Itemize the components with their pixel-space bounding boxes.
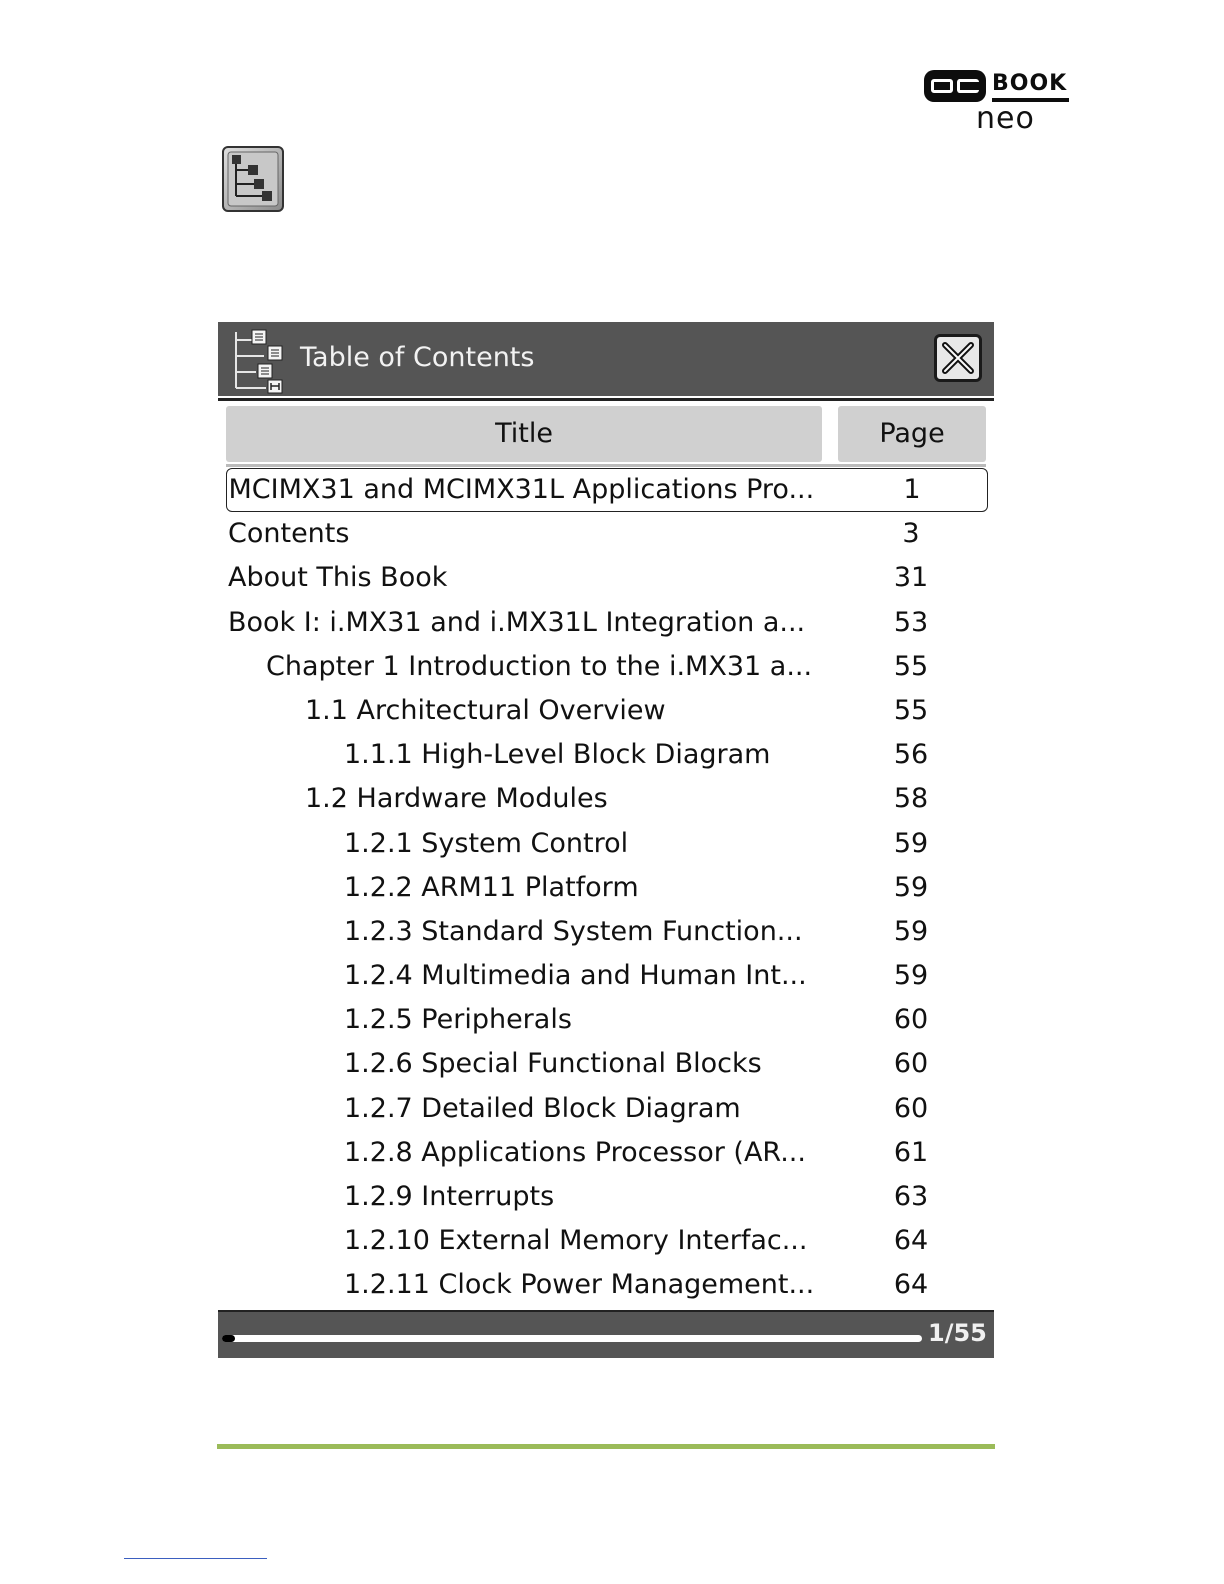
page-indicator: 1/55 — [928, 1319, 987, 1347]
close-icon — [940, 340, 976, 376]
toc-row[interactable] — [226, 468, 988, 512]
column-header-page[interactable]: Page — [838, 406, 986, 462]
toc-row-title: 1.1.1 High-Level Block Diagram — [344, 739, 771, 771]
toc-row-page: 59 — [893, 827, 929, 859]
toc-dialog — [218, 322, 994, 1358]
toc-row[interactable] — [226, 512, 988, 556]
toc-row[interactable] — [226, 1087, 988, 1131]
toc-row-title: 1.2.1 System Control — [344, 827, 629, 859]
statusbar-divider — [218, 1310, 994, 1312]
toc-row-page: 3 — [902, 518, 920, 550]
toc-row-page: 59 — [893, 871, 929, 903]
toc-row-page: 61 — [893, 1136, 929, 1168]
titlebar-divider — [218, 398, 994, 401]
toc-row-title: 1.2.3 Standard System Function... — [344, 915, 803, 947]
toc-row[interactable] — [226, 866, 988, 910]
toc-row[interactable] — [226, 777, 988, 821]
toc-row[interactable] — [226, 822, 988, 866]
table-of-contents-icon — [222, 146, 284, 212]
toc-row-page: 60 — [893, 1092, 929, 1124]
toc-row-page: 55 — [893, 694, 929, 726]
toc-row-title: MCIMX31 and MCIMX31L Applications Pro... — [228, 473, 815, 505]
toc-row[interactable] — [226, 556, 988, 600]
toc-row[interactable] — [226, 689, 988, 733]
footer-rule — [217, 1444, 995, 1449]
toc-row-title: Chapter 1 Introduction to the i.MX31 a... — [266, 650, 813, 682]
toc-row-title: 1.2.7 Detailed Block Diagram — [344, 1092, 741, 1124]
toc-row[interactable] — [226, 910, 988, 954]
toc-row-page: 1 — [903, 473, 921, 505]
bebook-neo-logo — [924, 68, 1096, 138]
dialog-title: Table of Contents — [300, 342, 535, 373]
toc-row-title: About This Book — [228, 562, 448, 594]
toc-row-page: 55 — [893, 650, 929, 682]
toc-row[interactable] — [226, 733, 988, 777]
be-logo-mark — [924, 70, 986, 102]
toc-row-title: Book I: i.MX31 and i.MX31L Integration a... — [228, 606, 806, 638]
toc-row-page: 64 — [893, 1269, 929, 1301]
logo-neo-text: neo — [976, 101, 1035, 136]
toc-row-page: 56 — [893, 739, 929, 771]
toc-row[interactable] — [226, 1219, 988, 1263]
toc-row-page: 31 — [893, 562, 929, 594]
status-bar — [218, 1310, 994, 1358]
toc-tree-icon — [230, 326, 290, 394]
toc-row[interactable] — [226, 601, 988, 645]
toc-row[interactable] — [226, 645, 988, 689]
close-button[interactable] — [934, 334, 982, 382]
toc-row[interactable] — [226, 1131, 988, 1175]
toc-row-page: 53 — [893, 606, 929, 638]
logo-book-text: BOOK — [992, 70, 1069, 102]
toc-row-title: 1.2.6 Special Functional Blocks — [344, 1048, 762, 1080]
footnote-rule — [124, 1558, 267, 1559]
toc-row[interactable] — [226, 998, 988, 1042]
toc-row-page: 60 — [893, 1048, 929, 1080]
toc-row-title: 1.2.2 ARM11 Platform — [344, 871, 639, 903]
toc-row-page: 64 — [893, 1225, 929, 1257]
toc-row[interactable] — [226, 1175, 988, 1219]
toc-row-title: 1.2.8 Applications Processor (AR... — [344, 1136, 806, 1168]
toc-row-title: 1.2.4 Multimedia and Human Int... — [344, 960, 807, 992]
toc-list — [226, 468, 988, 1308]
toc-row-page: 59 — [893, 960, 929, 992]
toc-row-title: 1.2 Hardware Modules — [305, 783, 608, 815]
toc-row[interactable] — [226, 954, 988, 998]
toc-row-page: 63 — [893, 1181, 929, 1212]
toc-row[interactable] — [226, 1263, 988, 1307]
toc-row-page: 60 — [893, 1004, 929, 1036]
progress-bar[interactable] — [222, 1335, 922, 1342]
toc-row-title: Contents — [228, 518, 350, 550]
toc-row[interactable] — [226, 1042, 988, 1086]
toc-row-title: 1.2.5 Peripherals — [344, 1004, 572, 1036]
toc-row-page: 59 — [893, 915, 929, 947]
toc-row-title: 1.2.11 Clock Power Management... — [344, 1269, 815, 1301]
toc-row-title: 1.1 Architectural Overview — [305, 694, 666, 726]
progress-fill — [222, 1335, 235, 1342]
toc-row-page: 58 — [893, 783, 929, 815]
toc-row-title: 1.2.10 External Memory Interfac... — [344, 1225, 808, 1257]
toc-row-title: 1.2.9 Interrupts — [344, 1181, 555, 1212]
column-header-title[interactable]: Title — [226, 406, 822, 462]
dialog-titlebar — [218, 322, 994, 396]
